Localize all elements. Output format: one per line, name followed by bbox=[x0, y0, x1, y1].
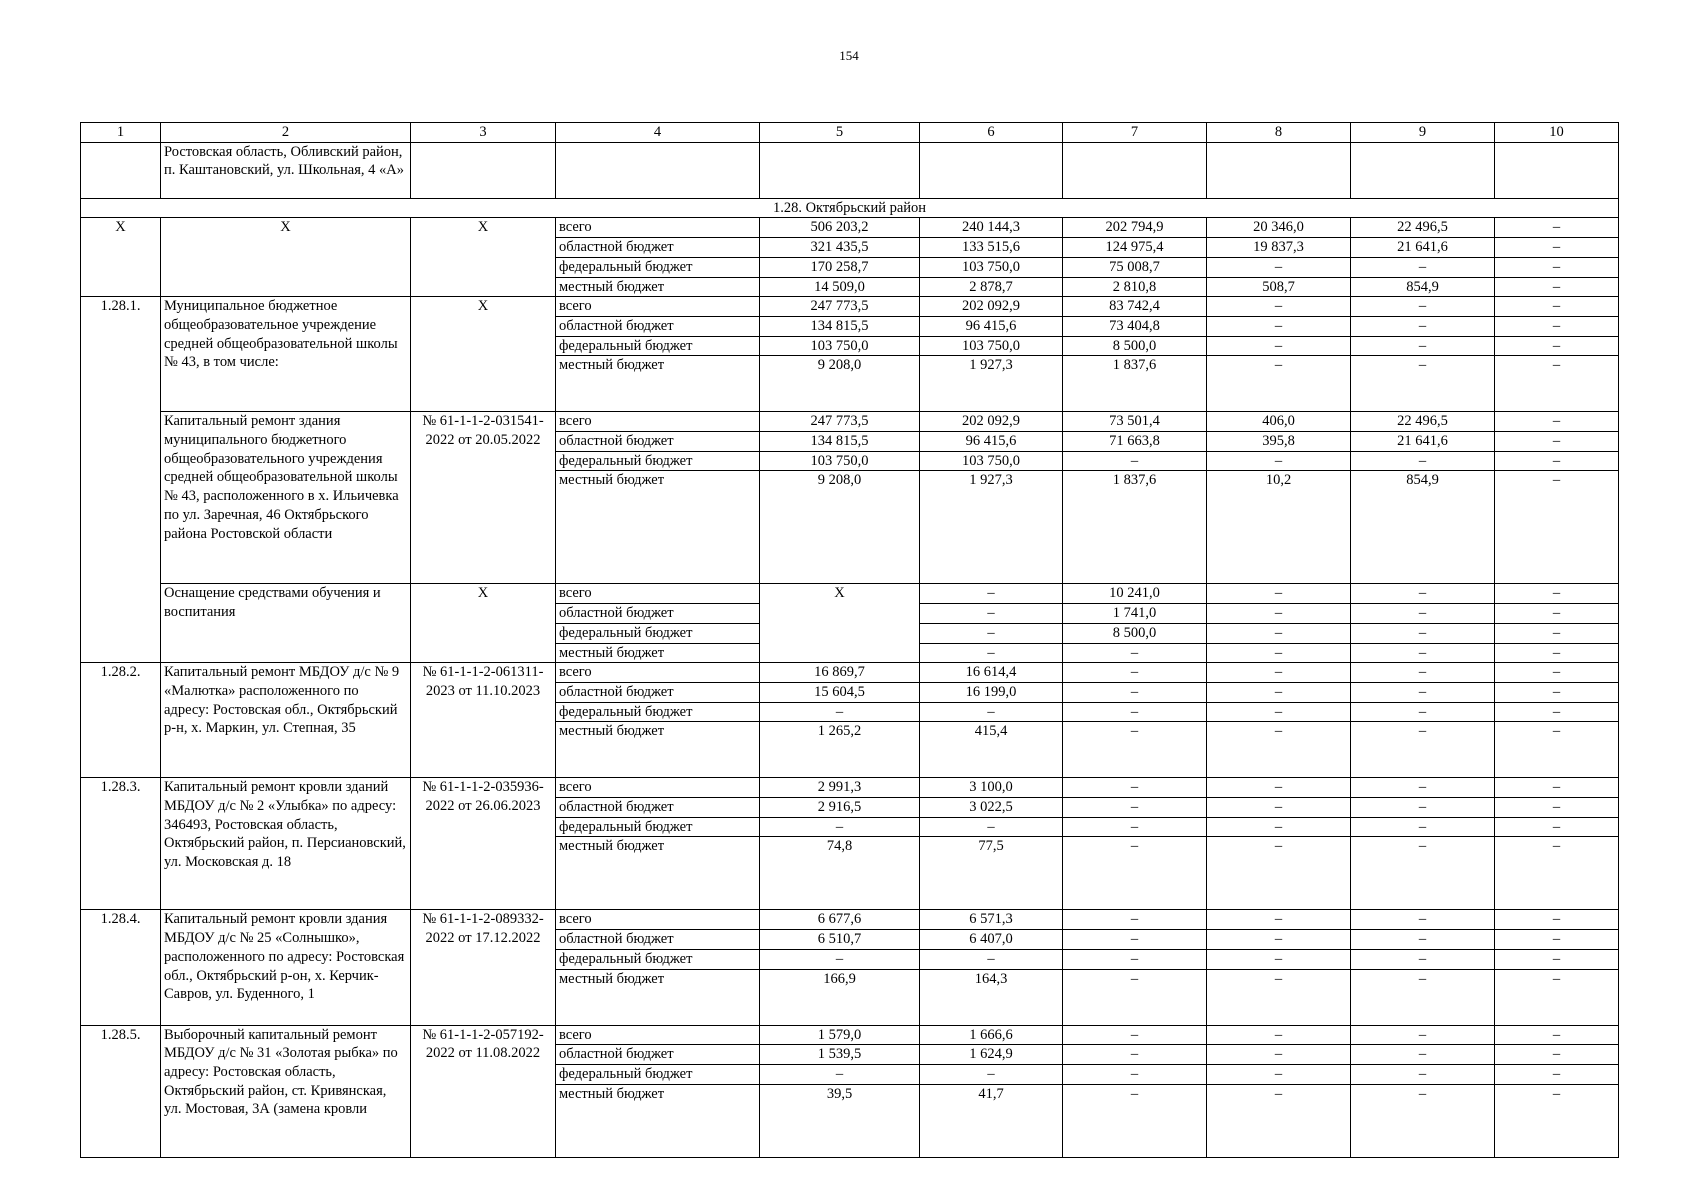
item-number: 1.28.3. bbox=[81, 778, 161, 910]
value-cell: – bbox=[1495, 1025, 1619, 1045]
value-cell: 96 415,6 bbox=[920, 316, 1063, 336]
value-cell: – bbox=[920, 1064, 1063, 1084]
value-cell: – bbox=[1207, 798, 1351, 818]
source-total: всего bbox=[556, 1025, 760, 1045]
value-cell: 103 750,0 bbox=[920, 257, 1063, 277]
section-number: Х bbox=[81, 218, 161, 297]
column-header-6: 6 bbox=[920, 123, 1063, 143]
source-federal: федеральный бюджет bbox=[556, 702, 760, 722]
value-cell: 16 199,0 bbox=[920, 682, 1063, 702]
value-cell: – bbox=[1207, 817, 1351, 837]
value-cell: 103 750,0 bbox=[920, 451, 1063, 471]
value-cell: – bbox=[760, 702, 920, 722]
value-cell: – bbox=[1495, 1084, 1619, 1157]
column-header-9: 9 bbox=[1351, 123, 1495, 143]
value-cell: – bbox=[1063, 969, 1207, 1025]
source-federal: федеральный бюджет bbox=[556, 451, 760, 471]
value-cell: – bbox=[1207, 1064, 1351, 1084]
value-cell: – bbox=[1495, 837, 1619, 910]
value-cell: 134 815,5 bbox=[760, 432, 920, 452]
value-cell: – bbox=[1495, 1045, 1619, 1065]
value-cell: – bbox=[1351, 702, 1495, 722]
value-cell: – bbox=[1495, 663, 1619, 683]
value-cell: 3 022,5 bbox=[920, 798, 1063, 818]
value-cell: 247 773,5 bbox=[760, 412, 920, 432]
table-row bbox=[81, 778, 1619, 798]
value-cell: 2 878,7 bbox=[920, 277, 1063, 297]
carryover-cell bbox=[1495, 142, 1619, 198]
value-cell: 202 092,9 bbox=[920, 412, 1063, 432]
carryover-cell bbox=[1063, 142, 1207, 198]
value-cell: – bbox=[1495, 604, 1619, 624]
source-regional: областной бюджет bbox=[556, 238, 760, 258]
value-cell: – bbox=[1351, 623, 1495, 643]
value-cell: 202 092,9 bbox=[920, 297, 1063, 317]
source-total: всего bbox=[556, 778, 760, 798]
value-cell: 75 008,7 bbox=[1063, 257, 1207, 277]
value-cell: 41,7 bbox=[920, 1084, 1063, 1157]
value-cell: – bbox=[1351, 584, 1495, 604]
carryover-cell bbox=[1207, 142, 1351, 198]
value-cell: – bbox=[1495, 218, 1619, 238]
item-name: Капитальный ремонт здания муниципального бюджетного общеобразовательного учреждения средней общеобразовательной школы № 43, расположенного в х. Ильичевка по ул. Заречная, 46 Октябрьского района Ростовской области bbox=[161, 412, 411, 584]
carryover-cell bbox=[411, 142, 556, 198]
value-cell: – bbox=[1207, 663, 1351, 683]
value-cell: 134 815,5 bbox=[760, 316, 920, 336]
value-cell: 73 404,8 bbox=[1063, 316, 1207, 336]
item-number: 1.28.1. bbox=[81, 297, 161, 663]
value-cell: – bbox=[1351, 1084, 1495, 1157]
value-cell: 3 100,0 bbox=[920, 778, 1063, 798]
column-header-3: 3 bbox=[411, 123, 556, 143]
value-cell: – bbox=[1495, 336, 1619, 356]
value-cell: – bbox=[1063, 663, 1207, 683]
value-cell: – bbox=[1063, 949, 1207, 969]
value-cell: – bbox=[1351, 663, 1495, 683]
item-name: Оснащение средствами обучения и воспитания bbox=[161, 584, 411, 663]
header-row bbox=[81, 123, 1619, 143]
value-cell: 2 991,3 bbox=[760, 778, 920, 798]
value-cell: – bbox=[920, 817, 1063, 837]
value-cell: – bbox=[1351, 682, 1495, 702]
value-cell: – bbox=[920, 584, 1063, 604]
value-cell: 8 500,0 bbox=[1063, 623, 1207, 643]
value-cell: 22 496,5 bbox=[1351, 218, 1495, 238]
value-cell: 6 571,3 bbox=[920, 910, 1063, 930]
value-cell: 6 407,0 bbox=[920, 930, 1063, 950]
value-cell: – bbox=[1207, 1045, 1351, 1065]
value-cell: 6 677,6 bbox=[760, 910, 920, 930]
carryover-cell bbox=[1351, 142, 1495, 198]
source-total: всего bbox=[556, 910, 760, 930]
value-cell: 854,9 bbox=[1351, 277, 1495, 297]
column-header-2: 2 bbox=[161, 123, 411, 143]
value-cell: 9 208,0 bbox=[760, 471, 920, 584]
item-name: Капитальный ремонт кровли здания МБДОУ д/с № 25 «Солнышко», расположенного по адресу: Ростовская обл., Октябрьский р-он, х. Керчик-Савров, ул. Буденного, 1 bbox=[161, 910, 411, 1025]
value-cell: Х bbox=[760, 584, 920, 663]
value-cell: – bbox=[1495, 277, 1619, 297]
value-cell: – bbox=[1495, 949, 1619, 969]
carryover-cell bbox=[760, 142, 920, 198]
section-name: Х bbox=[161, 218, 411, 297]
source-local: местный бюджет bbox=[556, 471, 760, 584]
value-cell: – bbox=[1351, 910, 1495, 930]
value-cell: – bbox=[1351, 356, 1495, 412]
value-cell: 71 663,8 bbox=[1063, 432, 1207, 452]
value-cell: – bbox=[1495, 471, 1619, 584]
item-number: 1.28.4. bbox=[81, 910, 161, 1025]
table-row bbox=[81, 663, 1619, 683]
carryover-number bbox=[81, 142, 161, 198]
value-cell: – bbox=[1495, 817, 1619, 837]
value-cell: – bbox=[1495, 356, 1619, 412]
item-document: Х bbox=[411, 584, 556, 663]
source-total: всего bbox=[556, 297, 760, 317]
value-cell: – bbox=[920, 604, 1063, 624]
value-cell: 247 773,5 bbox=[760, 297, 920, 317]
value-cell: – bbox=[1063, 1084, 1207, 1157]
value-cell: 1 837,6 bbox=[1063, 356, 1207, 412]
value-cell: – bbox=[1063, 682, 1207, 702]
value-cell: – bbox=[1351, 604, 1495, 624]
value-cell: – bbox=[1207, 778, 1351, 798]
value-cell: – bbox=[1495, 316, 1619, 336]
item-name: Муниципальное бюджетное общеобразовательное учреждение средней общеобразовательной школы № 43, в том числе: bbox=[161, 297, 411, 412]
table-row bbox=[81, 910, 1619, 930]
value-cell: – bbox=[1495, 798, 1619, 818]
column-header-7: 7 bbox=[1063, 123, 1207, 143]
value-cell: – bbox=[1495, 702, 1619, 722]
page-number: 154 bbox=[839, 48, 859, 63]
value-cell: 124 975,4 bbox=[1063, 238, 1207, 258]
value-cell: 103 750,0 bbox=[760, 336, 920, 356]
carryover-cell bbox=[556, 142, 760, 198]
value-cell: – bbox=[1207, 1025, 1351, 1045]
carryover-name: Ростовская область, Обливский район, п. Каштановский, ул. Школьная, 4 «А» bbox=[161, 142, 411, 198]
value-cell: – bbox=[920, 623, 1063, 643]
value-cell: – bbox=[1207, 604, 1351, 624]
value-cell: – bbox=[1495, 238, 1619, 258]
source-regional: областной бюджет bbox=[556, 930, 760, 950]
value-cell: – bbox=[1063, 930, 1207, 950]
item-number: 1.28.2. bbox=[81, 663, 161, 778]
value-cell: 395,8 bbox=[1207, 432, 1351, 452]
value-cell: 508,7 bbox=[1207, 277, 1351, 297]
value-cell: – bbox=[1063, 910, 1207, 930]
value-cell: – bbox=[1207, 584, 1351, 604]
value-cell: 21 641,6 bbox=[1351, 432, 1495, 452]
item-document: № 61-1-1-2-089332-2022 от 17.12.2022 bbox=[411, 910, 556, 1025]
value-cell: – bbox=[1063, 1045, 1207, 1065]
value-cell: – bbox=[1351, 817, 1495, 837]
value-cell: 8 500,0 bbox=[1063, 336, 1207, 356]
item-name: Выборочный капитальный ремонт МБДОУ д/с № 31 «Золотая рыбка» по адресу: Ростовская область, Октябрьский район, ст. Кривянская, ул. Мостовая, 3А (замена кровли bbox=[161, 1025, 411, 1157]
value-cell: 16 869,7 bbox=[760, 663, 920, 683]
value-cell: 14 509,0 bbox=[760, 277, 920, 297]
item-document: № 61-1-1-2-035936-2022 от 26.06.2023 bbox=[411, 778, 556, 910]
value-cell: – bbox=[1351, 336, 1495, 356]
value-cell: 2 810,8 bbox=[1063, 277, 1207, 297]
value-cell: – bbox=[1351, 451, 1495, 471]
value-cell: – bbox=[1351, 297, 1495, 317]
value-cell: – bbox=[1207, 336, 1351, 356]
value-cell: – bbox=[1351, 969, 1495, 1025]
value-cell: 10 241,0 bbox=[1063, 584, 1207, 604]
value-cell: 1 265,2 bbox=[760, 722, 920, 778]
value-cell: – bbox=[1207, 969, 1351, 1025]
value-cell: – bbox=[1351, 316, 1495, 336]
value-cell: – bbox=[1063, 798, 1207, 818]
source-local: местный бюджет bbox=[556, 722, 760, 778]
value-cell: 9 208,0 bbox=[760, 356, 920, 412]
value-cell: – bbox=[1063, 643, 1207, 663]
source-regional: областной бюджет bbox=[556, 798, 760, 818]
value-cell: 77,5 bbox=[920, 837, 1063, 910]
value-cell: 21 641,6 bbox=[1351, 238, 1495, 258]
source-local: местный бюджет bbox=[556, 969, 760, 1025]
value-cell: 10,2 bbox=[1207, 471, 1351, 584]
value-cell: – bbox=[1063, 837, 1207, 910]
value-cell: 103 750,0 bbox=[760, 451, 920, 471]
section-title-row bbox=[81, 198, 1619, 218]
value-cell: 22 496,5 bbox=[1351, 412, 1495, 432]
value-cell: – bbox=[1207, 702, 1351, 722]
source-federal: федеральный бюджет bbox=[556, 336, 760, 356]
value-cell: – bbox=[1495, 257, 1619, 277]
carryover-row bbox=[81, 142, 1619, 198]
value-cell: – bbox=[1207, 356, 1351, 412]
value-cell: 1 741,0 bbox=[1063, 604, 1207, 624]
value-cell: 170 258,7 bbox=[760, 257, 920, 277]
value-cell: – bbox=[920, 949, 1063, 969]
value-cell: 1 927,3 bbox=[920, 356, 1063, 412]
value-cell: – bbox=[1207, 297, 1351, 317]
value-cell: 20 346,0 bbox=[1207, 218, 1351, 238]
value-cell: – bbox=[1351, 722, 1495, 778]
value-cell: – bbox=[1207, 837, 1351, 910]
value-cell: 96 415,6 bbox=[920, 432, 1063, 452]
value-cell: – bbox=[1351, 643, 1495, 663]
table-row bbox=[81, 218, 1619, 238]
source-federal: федеральный бюджет bbox=[556, 817, 760, 837]
source-total: всего bbox=[556, 218, 760, 238]
value-cell: – bbox=[1063, 1025, 1207, 1045]
value-cell: 164,3 bbox=[920, 969, 1063, 1025]
source-federal: федеральный бюджет bbox=[556, 623, 760, 643]
value-cell: – bbox=[1351, 1025, 1495, 1045]
source-federal: федеральный бюджет bbox=[556, 1064, 760, 1084]
budget-table bbox=[80, 122, 1619, 1158]
value-cell: – bbox=[1063, 817, 1207, 837]
carryover-cell bbox=[920, 142, 1063, 198]
value-cell: 240 144,3 bbox=[920, 218, 1063, 238]
value-cell: – bbox=[1207, 722, 1351, 778]
value-cell: 1 539,5 bbox=[760, 1045, 920, 1065]
value-cell: 39,5 bbox=[760, 1084, 920, 1157]
value-cell: – bbox=[760, 949, 920, 969]
item-number: 1.28.5. bbox=[81, 1025, 161, 1157]
value-cell: – bbox=[1207, 682, 1351, 702]
item-document: Х bbox=[411, 297, 556, 412]
value-cell: 1 579,0 bbox=[760, 1025, 920, 1045]
value-cell: – bbox=[1063, 722, 1207, 778]
source-regional: областной бюджет bbox=[556, 682, 760, 702]
value-cell: – bbox=[920, 643, 1063, 663]
value-cell: – bbox=[1495, 643, 1619, 663]
table-row bbox=[81, 1025, 1619, 1045]
value-cell: – bbox=[1351, 257, 1495, 277]
value-cell: – bbox=[1207, 257, 1351, 277]
table-row bbox=[81, 297, 1619, 317]
source-local: местный бюджет bbox=[556, 277, 760, 297]
source-local: местный бюджет bbox=[556, 1084, 760, 1157]
value-cell: – bbox=[1207, 623, 1351, 643]
value-cell: – bbox=[1207, 930, 1351, 950]
value-cell: 202 794,9 bbox=[1063, 218, 1207, 238]
value-cell: 16 614,4 bbox=[920, 663, 1063, 683]
source-local: местный бюджет bbox=[556, 356, 760, 412]
value-cell: 2 916,5 bbox=[760, 798, 920, 818]
value-cell: – bbox=[760, 817, 920, 837]
source-regional: областной бюджет bbox=[556, 604, 760, 624]
column-header-1: 1 bbox=[81, 123, 161, 143]
item-document: № 61-1-1-2-061311-2023 от 11.10.2023 bbox=[411, 663, 556, 778]
source-regional: областной бюджет bbox=[556, 316, 760, 336]
source-regional: областной бюджет bbox=[556, 432, 760, 452]
value-cell: – bbox=[1495, 969, 1619, 1025]
value-cell: 406,0 bbox=[1207, 412, 1351, 432]
value-cell: – bbox=[1351, 778, 1495, 798]
value-cell: – bbox=[1495, 623, 1619, 643]
value-cell: – bbox=[1495, 682, 1619, 702]
value-cell: 6 510,7 bbox=[760, 930, 920, 950]
value-cell: 1 927,3 bbox=[920, 471, 1063, 584]
value-cell: – bbox=[1207, 910, 1351, 930]
value-cell: – bbox=[1207, 643, 1351, 663]
value-cell: – bbox=[1495, 297, 1619, 317]
value-cell: – bbox=[1495, 584, 1619, 604]
value-cell: 83 742,4 bbox=[1063, 297, 1207, 317]
value-cell: – bbox=[1351, 837, 1495, 910]
source-total: всего bbox=[556, 663, 760, 683]
value-cell: – bbox=[1063, 1064, 1207, 1084]
item-name: Капитальный ремонт кровли зданий МБДОУ д/с № 2 «Улыбка» по адресу: 346493, Ростовская область, Октябрьский район, п. Персиановский, ул. Московская д. 18 bbox=[161, 778, 411, 910]
value-cell: 1 837,6 bbox=[1063, 471, 1207, 584]
value-cell: – bbox=[1495, 910, 1619, 930]
value-cell: – bbox=[1207, 316, 1351, 336]
value-cell: – bbox=[920, 702, 1063, 722]
section-document: Х bbox=[411, 218, 556, 297]
value-cell: – bbox=[1063, 451, 1207, 471]
value-cell: – bbox=[1351, 1064, 1495, 1084]
value-cell: – bbox=[1351, 798, 1495, 818]
value-cell: – bbox=[1207, 949, 1351, 969]
value-cell: 854,9 bbox=[1351, 471, 1495, 584]
value-cell: 321 435,5 bbox=[760, 238, 920, 258]
column-header-10: 10 bbox=[1495, 123, 1619, 143]
value-cell: 103 750,0 bbox=[920, 336, 1063, 356]
source-regional: областной бюджет bbox=[556, 1045, 760, 1065]
value-cell: – bbox=[1063, 702, 1207, 722]
value-cell: – bbox=[1207, 451, 1351, 471]
value-cell: – bbox=[1495, 432, 1619, 452]
value-cell: 415,4 bbox=[920, 722, 1063, 778]
value-cell: – bbox=[1495, 778, 1619, 798]
value-cell: – bbox=[1351, 930, 1495, 950]
value-cell: 19 837,3 bbox=[1207, 238, 1351, 258]
item-document: № 61-1-1-2-031541-2022 от 20.05.2022 bbox=[411, 412, 556, 584]
source-total: всего bbox=[556, 584, 760, 604]
value-cell: – bbox=[1063, 778, 1207, 798]
value-cell: 1 666,6 bbox=[920, 1025, 1063, 1045]
source-local: местный бюджет bbox=[556, 837, 760, 910]
value-cell: – bbox=[1351, 949, 1495, 969]
value-cell: – bbox=[1495, 930, 1619, 950]
section-title: 1.28. Октябрьский район bbox=[81, 198, 1619, 218]
value-cell: – bbox=[1495, 412, 1619, 432]
value-cell: – bbox=[1495, 722, 1619, 778]
value-cell: 73 501,4 bbox=[1063, 412, 1207, 432]
value-cell: – bbox=[760, 1064, 920, 1084]
value-cell: – bbox=[1207, 1084, 1351, 1157]
item-document: № 61-1-1-2-057192-2022 от 11.08.2022 bbox=[411, 1025, 556, 1157]
source-total: всего bbox=[556, 412, 760, 432]
value-cell: – bbox=[1351, 1045, 1495, 1065]
value-cell: 1 624,9 bbox=[920, 1045, 1063, 1065]
source-local: местный бюджет bbox=[556, 643, 760, 663]
value-cell: 15 604,5 bbox=[760, 682, 920, 702]
value-cell: – bbox=[1495, 451, 1619, 471]
value-cell: 74,8 bbox=[760, 837, 920, 910]
value-cell: 133 515,6 bbox=[920, 238, 1063, 258]
table-row bbox=[81, 584, 1619, 604]
column-header-8: 8 bbox=[1207, 123, 1351, 143]
source-federal: федеральный бюджет bbox=[556, 257, 760, 277]
column-header-5: 5 bbox=[760, 123, 920, 143]
source-federal: федеральный бюджет bbox=[556, 949, 760, 969]
item-name: Капитальный ремонт МБДОУ д/с № 9 «Малютка» расположенного по адресу: Ростовская обл., Октябрьский р-н, х. Маркин, ул. Степная, 35 bbox=[161, 663, 411, 778]
column-header-4: 4 bbox=[556, 123, 760, 143]
value-cell: – bbox=[1495, 1064, 1619, 1084]
table-row bbox=[81, 412, 1619, 432]
value-cell: 166,9 bbox=[760, 969, 920, 1025]
value-cell: 506 203,2 bbox=[760, 218, 920, 238]
